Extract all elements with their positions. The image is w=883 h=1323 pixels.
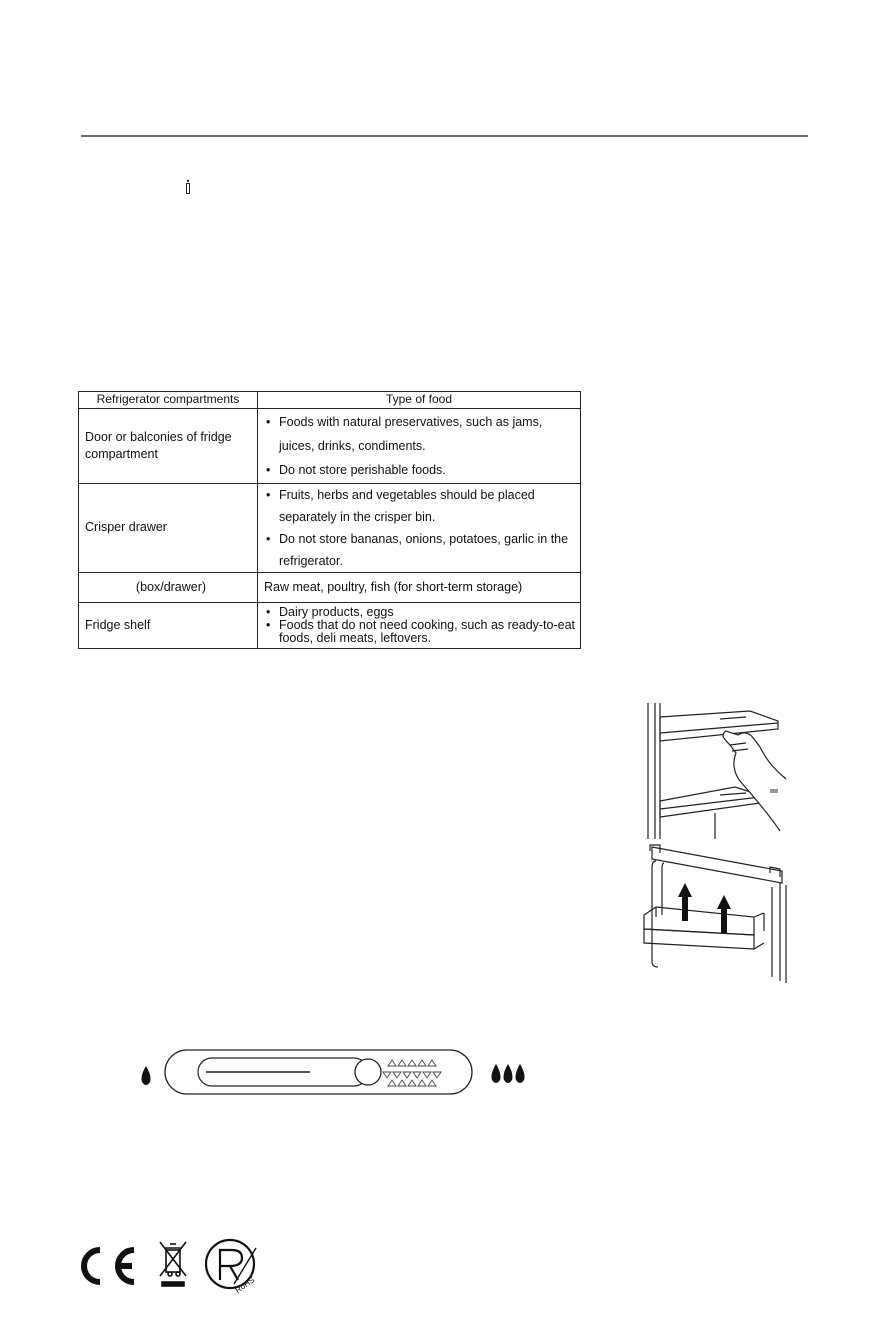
header-food-type: Type of food — [258, 392, 581, 409]
table-row — [79, 602, 581, 648]
header-rule — [81, 135, 808, 137]
compartment-cell: Crisper drawer — [79, 483, 258, 572]
compartment-cell: Door or balconies of fridge compartment — [79, 408, 258, 483]
list-item: • Do not store bananas, onions, potatoes, garlic in the refrigerator. — [264, 528, 580, 572]
list-item: • Do not store perishable foods. — [264, 458, 580, 482]
list-item: • Fruits, herbs and vegetables should be placed separately in the crisper bin. — [264, 484, 580, 528]
door-balcony-removal-illustration — [642, 843, 790, 983]
table-row — [79, 483, 581, 572]
table-header-row — [79, 392, 581, 409]
conformity-marks — [70, 1236, 270, 1296]
single-drop-icon — [142, 1066, 151, 1085]
info-icon — [186, 183, 190, 194]
food-cell — [258, 483, 581, 572]
triple-drop-icon — [492, 1064, 525, 1083]
ce-mark-icon — [84, 1250, 134, 1282]
header-compartments: Refrigerator compartments — [79, 392, 258, 409]
food-cell: Raw meat, poultry, fish (for short-term storage) — [258, 572, 581, 602]
list-item: • Foods that do not need cooking, such as ready-to-eat foods, deli meats, leftovers. — [264, 619, 580, 645]
list-item: • Dairy products, eggs — [264, 606, 580, 619]
food-cell — [258, 602, 581, 648]
compartment-cell: (box/drawer) — [79, 572, 258, 602]
food-cell — [258, 408, 581, 483]
list-item: • Foods with natural preservatives, such as jams, juices, drinks, condiments. — [264, 410, 580, 458]
weee-bin-icon — [160, 1242, 186, 1286]
food-storage-table — [78, 391, 581, 649]
compartment-cell: Fridge shelf — [79, 602, 258, 648]
table-row — [79, 572, 581, 602]
rohs-label: RoHS — [233, 1275, 257, 1295]
shelf-removal-illustration — [640, 703, 790, 841]
table-row — [79, 408, 581, 483]
humidity-slider-icon — [140, 1046, 530, 1096]
